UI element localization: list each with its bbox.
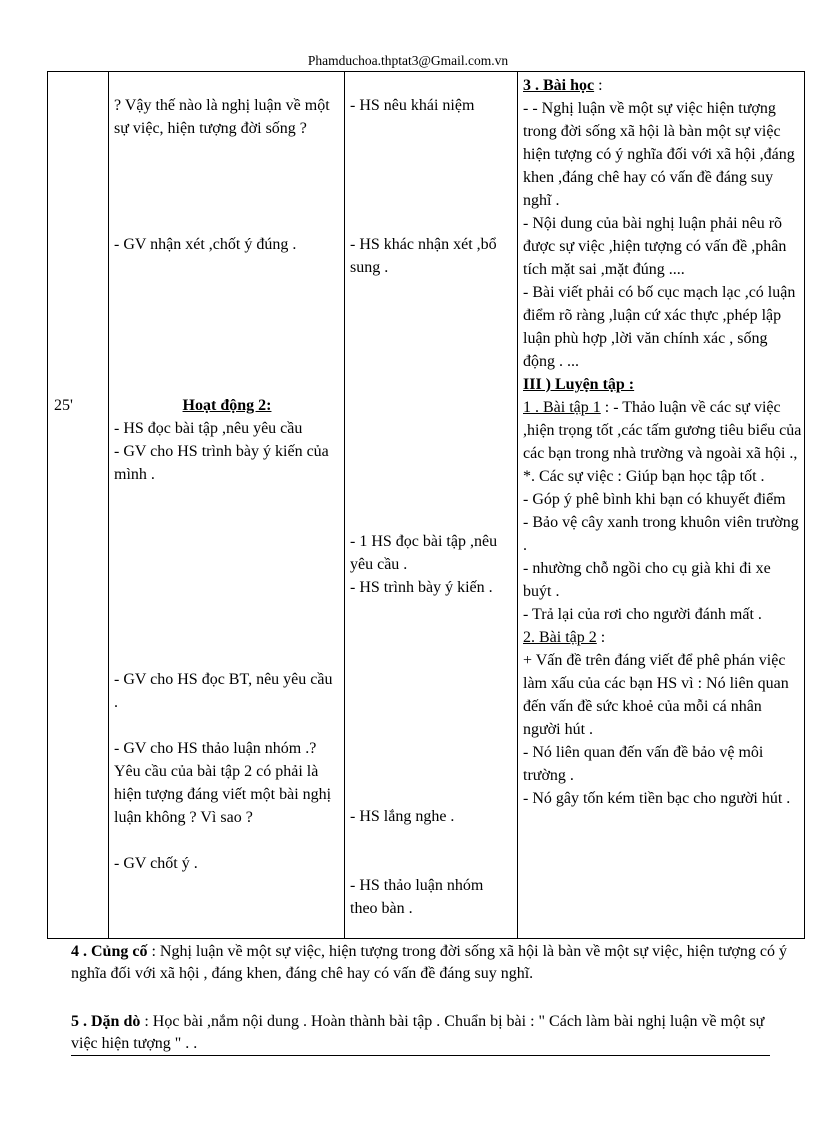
student-read-exercise: - 1 HS đọc bài tập ,nêu yêu cầu . (350, 533, 498, 573)
exercise-1-label: 1 . Bài tập 1 (523, 399, 601, 416)
column-divider (108, 72, 109, 938)
teacher-present: - GV cho HS trình bày ý kiến của mình . (114, 443, 329, 483)
student-group: - HS thảo luận nhóm theo bàn . (350, 877, 484, 917)
consolidation-label: 4 . Củng cố (71, 943, 148, 960)
teacher-group-discussion: - GV cho HS thảo luận nhóm .? Yêu cầu của bài tập 2 có phải là hiện tượng đáng viết một bài nghị luận không ? Vì sao ? (114, 740, 332, 826)
exercise-1-item: - Góp ý phê bình khi bạn có khuyết điểm (523, 491, 786, 508)
student-concept: - HS nêu khái niệm (350, 97, 475, 114)
exercise-2-item: - Nó liên quan đến vấn đề bảo vệ môi trường . (523, 744, 764, 784)
content-column: 3 . Bài học : - - Nghị luận về một sự việc hiện tượng trong đời sống xã hội là bàn một sự việc hiện tượng có ý nghĩa đối với xã hội ,đáng khen ,đáng chê hay có vấn đề đáng suy nghĩ . - Nội dung của bài nghị luận phải nêu rõ được sự việc ,hiện tượng có vấn đề ,phân tích mặt sai ,mặt đúng .... - Bài viết phải có bố cục mạch lạc ,có luận điểm rõ ràng ,luận cứ xác thực ,phép lập luận phù hợp ,lời văn chính xác , sống động . ... III ) Luyện tập : 1 . Bài tập 1 : - Thảo luận về các sự việc ,hiện trọng tốt ,các tấm gương tiêu biểu của các bạn trong nhà trường và ngoài xã hội ., *. Các sự việc : Giúp bạn học tập tốt . - Góp ý phê bình khi bạn có khuyết điểm - Bảo vệ cây xanh trong khuôn viên trường . - nhường chỗ ngồi cho cụ già khi đi xe buýt . - Trả lại của rơi cho người đánh mất . 2. Bài tập 2 : + Vấn đề trên đáng viết để phê phán việc làm xấu của các bạn HS vì : Nó liên quan đến vấn đề sức khoẻ của mỗi cá nhân người hút . - Nó liên quan đến vấn đề bảo vệ môi trường . - Nó gây tốn kém tiền bạc cho người hút . (523, 74, 803, 810)
teacher-question: ? Vậy thế nào là nghị luận về một sự việc, hiện tượng đời sống ? (114, 97, 330, 137)
exercise-1-item: *. Các sự việc : Giúp bạn học tập tốt . (523, 468, 765, 485)
exercise-2-label: 2. Bài tập 2 (523, 629, 597, 646)
homework-section (71, 1011, 791, 1055)
consolidation-text: : Nghị luận về một sự việc, hiện tượng trong đời sống xã hội là bàn về một sự việc, hiện tượng có ý nghĩa đối với xã hội , đáng khen, đáng chê hay có vấn đề đáng suy nghĩ. (71, 943, 787, 982)
lesson-point-1: - - Nghị luận về một sự việc hiện tượng trong đời sống xã hội là bàn một sự việc hiện tượng có ý nghĩa đối với xã hội ,đáng khen ,đáng chê hay có vấn đề đáng suy nghĩ . (523, 100, 795, 209)
exercise-1-item: - Trả lại của rơi cho người đánh mất . (523, 606, 762, 623)
exercise-1-item: - nhường chỗ ngồi cho cụ già khi đi xe buýt . (523, 560, 771, 600)
lesson-title: 3 . Bài học (523, 77, 595, 94)
lesson-point-3: - Bài viết phải có bố cục mạch lạc ,có luận điểm rõ ràng ,luận cứ xác thực ,phép lập luận phù hợp ,lời văn chính xác , sống động . ... (523, 284, 796, 370)
student-comment: - HS khác nhận xét ,bổ sung . (350, 236, 497, 276)
student-present: - HS trình bày ý kiến . (350, 579, 493, 596)
lesson-table (47, 71, 805, 939)
teacher-read-exercise: - HS đọc bài tập ,nêu yêu cầu (114, 420, 303, 437)
column-divider (517, 72, 518, 938)
lesson-point-2: - Nội dung của bài nghị luận phải nêu rõ được sự việc ,hiện tượng có vấn đề ,phân tích mặt sai ,mặt đúng .... (523, 215, 787, 278)
exercise-1-text: : - Thảo luận về các sự việc ,hiện trọng tốt ,các tấm gương tiêu biểu của các bạn trong nhà trường và ngoài xã hội ., (523, 399, 802, 462)
teacher-conclude-2: - GV chốt ý . (114, 855, 198, 872)
exercise-2-item: + Vấn đề trên đáng viết để phê phán việc làm xấu của các bạn HS vì : Nó liên quan đến vấn đề sức khoẻ của mỗi cá nhân người hút . (523, 652, 789, 738)
exercise-1-item: - Bảo vệ cây xanh trong khuôn viên trường . (523, 514, 799, 554)
teacher-read-bt: - GV cho HS đọc BT, nêu yêu cầu . (114, 671, 333, 711)
homework-text: : Học bài ,nắm nội dung . Hoàn thành bài tập . Chuẩn bị bài : " Cách làm bài nghị luận về một sự việc hiện tượng " . . (71, 1013, 765, 1052)
homework-label: 5 . Dặn dò (71, 1013, 141, 1030)
activity-2-heading: Hoạt động 2: (182, 397, 272, 414)
exercise-2-item: - Nó gây tốn kém tiền bạc cho người hút . (523, 790, 791, 807)
teacher-conclude: - GV nhận xét ,chốt ý đúng . (114, 236, 297, 253)
author-email: Phamduchoa.thptat3@Gmail.com.vn (307, 53, 509, 68)
student-listen: - HS lắng nghe . (350, 808, 455, 825)
practice-heading: III ) Luyện tập : (523, 376, 635, 393)
bottom-divider (71, 1055, 770, 1056)
time-cell: 25' (54, 397, 73, 414)
column-divider (344, 72, 345, 938)
consolidation-section (71, 941, 791, 985)
